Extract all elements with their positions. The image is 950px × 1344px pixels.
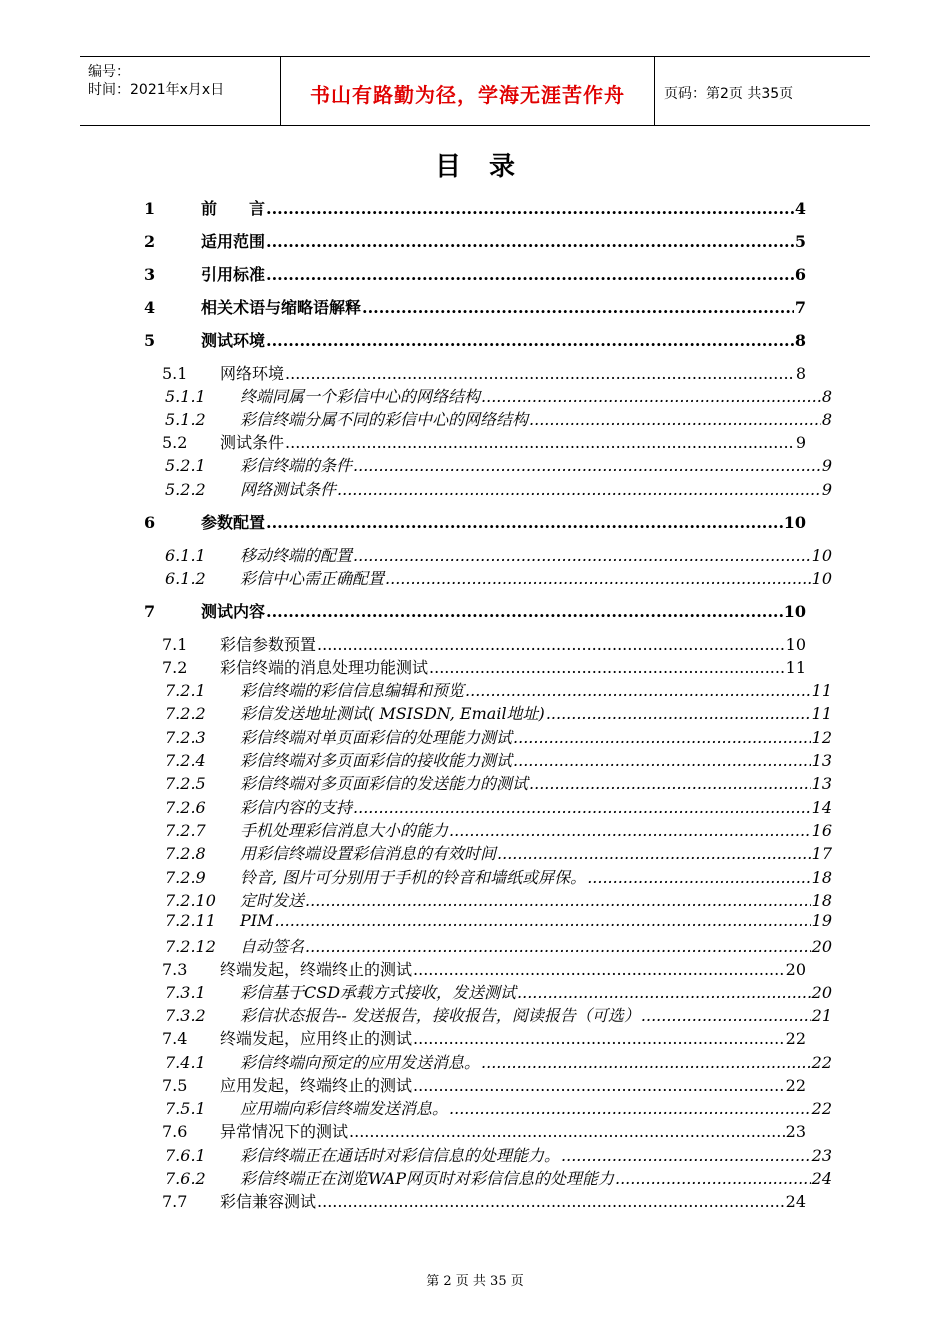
toc-leader-dots bbox=[337, 480, 821, 499]
toc-entry[interactable] bbox=[165, 1143, 832, 1166]
toc-entry-page: 11 bbox=[811, 681, 832, 700]
toc-entry-title: 彩信终端的彩信信息编辑和预览 bbox=[240, 681, 465, 700]
toc-entry-number: 4 bbox=[144, 298, 156, 317]
toc-entry-title: 应用发起，终端终止的测试 bbox=[220, 1076, 413, 1095]
toc-entry-title: PIM bbox=[240, 911, 274, 930]
toc-leader-dots bbox=[513, 751, 811, 770]
toc-entry-number: 5.2.1 bbox=[165, 456, 206, 475]
toc-entry-page: 20 bbox=[811, 983, 832, 1002]
toc-entry-title: 彩信终端的消息处理功能测试 bbox=[220, 658, 429, 677]
toc-entry[interactable] bbox=[165, 795, 832, 818]
toc-entry-page: 10 bbox=[783, 602, 806, 621]
toc-entry-page: 14 bbox=[811, 798, 832, 817]
toc-leader-dots bbox=[465, 681, 811, 700]
toc-entry-title: 测试环境 bbox=[201, 331, 266, 350]
toc-entry-page: 8 bbox=[795, 364, 806, 383]
toc-entry[interactable] bbox=[165, 453, 832, 476]
toc-entry-number: 7.2.10 bbox=[165, 891, 216, 910]
toc-entry[interactable] bbox=[165, 818, 832, 841]
toc-entry-title: 彩信终端正在通话时对彩信信息的处理能力。 bbox=[240, 1146, 561, 1165]
toc-entry[interactable] bbox=[162, 632, 806, 655]
header-page-info: 页码：第2页 共35页 bbox=[664, 86, 794, 102]
toc-entry-number: 7.2.2 bbox=[165, 704, 206, 723]
toc-leader-dots bbox=[353, 456, 821, 475]
toc-entry-title: 移动终端的配置 bbox=[240, 546, 353, 565]
toc-entry-page: 19 bbox=[811, 911, 832, 930]
toc-leader-dots bbox=[449, 1099, 811, 1118]
toc-entry[interactable] bbox=[165, 678, 832, 701]
toc-leader-dots bbox=[305, 937, 811, 956]
toc-leader-dots bbox=[429, 658, 785, 677]
toc-leader-dots bbox=[305, 891, 811, 910]
toc-entry-page: 6 bbox=[794, 265, 806, 284]
toc-entry-title: 定时发送 bbox=[240, 891, 305, 910]
toc-entry[interactable] bbox=[165, 701, 832, 724]
toc-entry[interactable] bbox=[144, 328, 806, 351]
toc-leader-dots bbox=[481, 387, 821, 406]
toc-entry-title: 用彩信终端设置彩信消息的有效时间 bbox=[240, 844, 497, 863]
toc-entry-page: 7 bbox=[794, 298, 806, 317]
toc-entry-page: 5 bbox=[794, 232, 806, 251]
toc-entry-page: 13 bbox=[811, 774, 832, 793]
toc-leader-dots bbox=[266, 232, 794, 251]
toc-entry[interactable] bbox=[165, 477, 832, 500]
toc-entry-title: 手机处理彩信消息大小的能力 bbox=[240, 821, 449, 840]
toc-leader-dots bbox=[615, 1169, 811, 1188]
toc-entry-number: 7.4.1 bbox=[165, 1053, 206, 1072]
toc-entry-number: 6.1.2 bbox=[165, 569, 206, 588]
toc-entry-number: 7.2.5 bbox=[165, 774, 206, 793]
toc-entry-page: 18 bbox=[811, 868, 832, 887]
toc-entry-title: 参数配置 bbox=[201, 513, 266, 532]
toc-entry-number: 7.6.1 bbox=[165, 1146, 206, 1165]
page-header bbox=[80, 56, 870, 126]
toc-entry-title: 终端发起，终端终止的测试 bbox=[220, 960, 413, 979]
toc-entry-number: 5.2 bbox=[162, 433, 188, 452]
toc-entry-title: 网络测试条件 bbox=[240, 480, 337, 499]
toc-entry-number: 7.2.7 bbox=[165, 821, 206, 840]
toc-entry[interactable] bbox=[165, 748, 832, 771]
toc-entry[interactable] bbox=[165, 865, 832, 888]
toc-leader-dots bbox=[266, 331, 794, 350]
toc-entry-number: 7.2.8 bbox=[165, 844, 206, 863]
toc-entry-number: 7.2.1 bbox=[165, 681, 206, 700]
toc-entry-number: 7.2.4 bbox=[165, 751, 206, 770]
toc-entry-number: 7.2.12 bbox=[165, 937, 216, 956]
toc-entry-title: 彩信终端分属不同的彩信中心的网络结构 bbox=[240, 410, 529, 429]
header-motto: 书山有路勤为径，学海无涯苦作舟 bbox=[310, 83, 625, 107]
toc-entry[interactable] bbox=[165, 384, 832, 407]
toc-entry-title: 前 言 bbox=[201, 199, 266, 218]
toc-entry-page: 8 bbox=[821, 387, 832, 406]
toc-entry-title: 彩信终端的条件 bbox=[240, 456, 353, 475]
toc-entry-number: 5 bbox=[144, 331, 156, 350]
toc-entry-page: 9 bbox=[821, 456, 832, 475]
toc-entry-number: 5.2.2 bbox=[165, 480, 206, 499]
document-number-label: 编号： bbox=[88, 64, 130, 80]
toc-leader-dots bbox=[266, 199, 794, 218]
toc-leader-dots bbox=[641, 1006, 811, 1025]
toc-leader-dots bbox=[385, 569, 811, 588]
toc-entry-number: 7.1 bbox=[162, 635, 188, 654]
toc-entry-page: 22 bbox=[811, 1099, 832, 1118]
toc-leader-dots bbox=[561, 1146, 811, 1165]
toc-entry-title: 彩信终端正在浏览WAP网页时对彩信信息的处理能力 bbox=[240, 1169, 614, 1188]
toc-entry-page: 11 bbox=[811, 704, 832, 723]
toc-entry[interactable] bbox=[162, 1119, 806, 1142]
toc-entry[interactable] bbox=[144, 295, 806, 318]
toc-entry-page: 17 bbox=[811, 844, 832, 863]
toc-entry-title: 异常情况下的测试 bbox=[220, 1122, 349, 1141]
toc-entry-title: 彩信兼容测试 bbox=[220, 1192, 317, 1211]
toc-leader-dots bbox=[587, 868, 810, 887]
toc-entry-page: 22 bbox=[785, 1076, 806, 1095]
header-page-cell bbox=[655, 57, 870, 125]
toc-leader-dots bbox=[266, 513, 783, 532]
toc-entry-title: 自动签名 bbox=[240, 937, 305, 956]
toc-entry-title: 应用端向彩信终端发送消息。 bbox=[240, 1099, 449, 1118]
toc-entry-number: 7.3 bbox=[162, 960, 188, 979]
toc-leader-dots bbox=[529, 410, 821, 429]
toc-leader-dots bbox=[529, 774, 811, 793]
toc-leader-dots bbox=[353, 798, 811, 817]
toc-entry-title: 彩信终端向预定的应用发送消息。 bbox=[240, 1053, 481, 1072]
toc-entry-number: 6.1.1 bbox=[165, 546, 206, 565]
toc-leader-dots bbox=[353, 546, 811, 565]
toc-entry-page: 23 bbox=[811, 1146, 832, 1165]
toc-entry[interactable] bbox=[165, 1050, 832, 1073]
toc-entry[interactable] bbox=[162, 430, 806, 453]
toc-entry[interactable] bbox=[144, 510, 806, 533]
toc-entry-page: 20 bbox=[811, 937, 832, 956]
toc-entry-number: 5.1 bbox=[162, 364, 188, 383]
toc-entry-page: 20 bbox=[785, 960, 806, 979]
toc-entry-number: 7.2.11 bbox=[165, 911, 216, 930]
toc-entry-title: 铃音, 图片可分别用于手机的铃音和墙纸或屏保。 bbox=[240, 868, 587, 887]
toc-entry-number: 7 bbox=[144, 602, 156, 621]
toc-entry-title: 测试内容 bbox=[201, 602, 266, 621]
toc-entry-page: 10 bbox=[811, 546, 832, 565]
page-footer: 第 2 页 共 35 页 bbox=[426, 1274, 524, 1289]
toc-entry-page: 12 bbox=[811, 728, 832, 747]
toc-leader-dots bbox=[546, 704, 811, 723]
toc-leader-dots bbox=[481, 1053, 811, 1072]
toc-entry[interactable] bbox=[162, 1073, 806, 1096]
toc-leader-dots bbox=[413, 1029, 785, 1048]
toc-entry-number: 7.3.2 bbox=[165, 1006, 206, 1025]
toc-leader-dots bbox=[413, 960, 785, 979]
toc-entry-title: 彩信内容的支持 bbox=[240, 798, 353, 817]
header-motto-cell bbox=[281, 57, 655, 125]
toc-entry[interactable] bbox=[165, 543, 832, 566]
toc-entry-page: 10 bbox=[785, 635, 806, 654]
toc-entry[interactable] bbox=[165, 771, 832, 794]
toc-leader-dots bbox=[362, 298, 794, 317]
toc-entry[interactable] bbox=[162, 361, 806, 384]
toc-entry-number: 5.1.1 bbox=[165, 387, 206, 406]
toc-entry-title: 彩信终端对单页面彩信的处理能力测试 bbox=[240, 728, 513, 747]
toc-entry[interactable] bbox=[165, 1166, 832, 1189]
toc-entry-title: 彩信状态报告-- 发送报告，接收报告，阅读报告（可选） bbox=[240, 1006, 640, 1025]
toc-entry[interactable] bbox=[165, 911, 832, 930]
toc-leader-dots bbox=[449, 821, 811, 840]
toc-entry-title: 终端同属一个彩信中心的网络结构 bbox=[240, 387, 481, 406]
toc-entry-number: 7.5.1 bbox=[165, 1099, 206, 1118]
toc-entry-title: 彩信参数预置 bbox=[220, 635, 317, 654]
toc-leader-dots bbox=[513, 728, 811, 747]
toc-entry[interactable] bbox=[165, 934, 832, 957]
toc-leader-dots bbox=[497, 844, 811, 863]
toc-entry-page: 9 bbox=[795, 433, 806, 452]
toc-entry-number: 3 bbox=[144, 265, 156, 284]
toc-entry[interactable] bbox=[165, 888, 832, 911]
toc-entry-number: 7.4 bbox=[162, 1029, 188, 1048]
toc-leader-dots bbox=[285, 364, 795, 383]
toc-entry-page: 22 bbox=[811, 1053, 832, 1072]
toc-entry-number: 7.2.9 bbox=[165, 868, 206, 887]
toc-entry[interactable] bbox=[165, 980, 832, 1003]
toc-entry-title: 彩信终端对多页面彩信的发送能力的测试 bbox=[240, 774, 529, 793]
toc-entry-number: 1 bbox=[144, 199, 156, 218]
toc-entry-title: 测试条件 bbox=[220, 433, 285, 452]
toc-entry-page: 16 bbox=[811, 821, 832, 840]
toc-entry-number: 7.3.1 bbox=[165, 983, 206, 1002]
toc-entry[interactable] bbox=[144, 229, 806, 252]
toc-entry-page: 24 bbox=[811, 1169, 832, 1188]
toc-entry[interactable] bbox=[144, 196, 806, 219]
toc-entry[interactable] bbox=[144, 599, 806, 622]
toc-entry[interactable] bbox=[144, 262, 806, 285]
toc-entry-number: 2 bbox=[144, 232, 156, 251]
toc-leader-dots bbox=[349, 1122, 785, 1141]
toc-entry-number: 7.2.3 bbox=[165, 728, 206, 747]
toc-entry[interactable] bbox=[165, 407, 832, 430]
toc-title: 目录 bbox=[434, 152, 543, 182]
toc-entry[interactable] bbox=[165, 1096, 832, 1119]
toc-entry[interactable] bbox=[165, 841, 832, 864]
toc-entry[interactable] bbox=[165, 566, 832, 589]
toc-entry-page: 9 bbox=[821, 480, 832, 499]
toc-entry-page: 10 bbox=[811, 569, 832, 588]
toc-entry-page: 8 bbox=[821, 410, 832, 429]
toc-entry-number: 7.7 bbox=[162, 1192, 188, 1211]
toc-leader-dots bbox=[274, 911, 810, 930]
toc-entry-page: 18 bbox=[811, 891, 832, 910]
toc-entry-title: 彩信终端对多页面彩信的接收能力测试 bbox=[240, 751, 513, 770]
toc-entry-title: 彩信中心需正确配置 bbox=[240, 569, 385, 588]
toc-entry[interactable] bbox=[162, 1026, 806, 1049]
toc-entry-title: 适用范围 bbox=[201, 232, 266, 251]
toc-entry[interactable] bbox=[162, 957, 806, 980]
toc-entry[interactable] bbox=[165, 725, 832, 748]
toc-entry-page: 21 bbox=[811, 1006, 832, 1025]
toc-leader-dots bbox=[517, 983, 811, 1002]
toc-entry-page: 23 bbox=[785, 1122, 806, 1141]
toc-leader-dots bbox=[285, 433, 795, 452]
toc-entry-number: 7.6 bbox=[162, 1122, 188, 1141]
toc-entry[interactable] bbox=[162, 1189, 806, 1212]
toc-entry-number: 7.2.6 bbox=[165, 798, 206, 817]
toc-leader-dots bbox=[266, 602, 783, 621]
toc-entry-page: 10 bbox=[783, 513, 806, 532]
toc-entry-page: 8 bbox=[794, 331, 806, 350]
toc-entry-page: 13 bbox=[811, 751, 832, 770]
toc-entry-title: 彩信基于CSD承载方式接收，发送测试 bbox=[240, 983, 517, 1002]
header-meta-cell bbox=[80, 57, 281, 125]
toc-leader-dots bbox=[413, 1076, 785, 1095]
toc-entry-number: 5.1.2 bbox=[165, 410, 206, 429]
toc-entry-title: 网络环境 bbox=[220, 364, 285, 383]
toc-leader-dots bbox=[317, 1192, 785, 1211]
toc-entry-number: 7.5 bbox=[162, 1076, 188, 1095]
document-time-label: 时间：2021年x月x日 bbox=[88, 82, 225, 98]
toc-entry-title: 引用标准 bbox=[201, 265, 266, 284]
toc-entry-page: 11 bbox=[785, 658, 806, 677]
toc-entry-number: 7.6.2 bbox=[165, 1169, 206, 1188]
toc-leader-dots bbox=[317, 635, 785, 654]
toc-entry-page: 24 bbox=[785, 1192, 806, 1211]
toc-entry-title: 彩信发送地址测试( MSISDN, Email地址) bbox=[240, 704, 545, 723]
toc-entry-page: 22 bbox=[785, 1029, 806, 1048]
toc-leader-dots bbox=[266, 265, 794, 284]
toc-entry[interactable] bbox=[165, 1003, 832, 1026]
toc-entry-number: 7.2 bbox=[162, 658, 188, 677]
toc-entry-number: 6 bbox=[144, 513, 156, 532]
toc-entry[interactable] bbox=[162, 655, 806, 678]
toc-entry-title: 相关术语与缩略语解释 bbox=[201, 298, 362, 317]
toc-entry-page: 4 bbox=[794, 199, 806, 218]
toc-entry-title: 终端发起，应用终止的测试 bbox=[220, 1029, 413, 1048]
